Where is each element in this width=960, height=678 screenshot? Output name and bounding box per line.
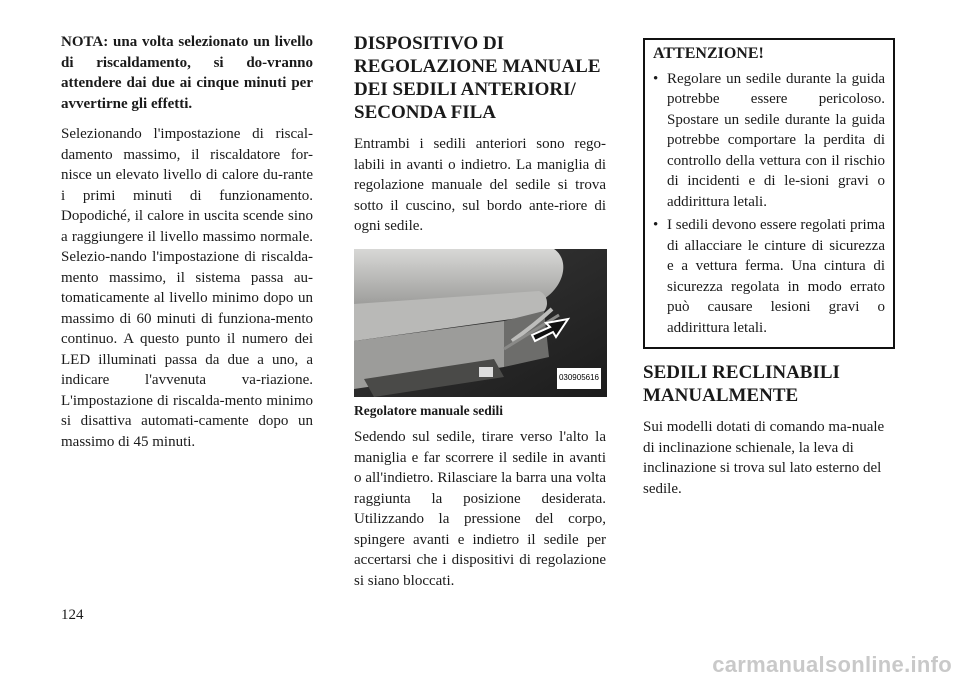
heating-paragraph: Selezionando l'impostazione di riscal-damento massimo, il riscaldatore for-nisce un elevato livello di calore du-rante i primi minuti di funzionamento. Dopodiché, il calore in uscita scende sino a raggiungere il livello massimo normale. Selezio-nando l'impostazione di riscalda-mento massimo, il sistema passa au-tomaticamente al livello minimo dopo un massimo di 60 minuti di funziona-mento continuo. A questo punto il numero dei LED illuminati passa da due a uno, a indicare l'avvenuta va-riazione. L'impostazione di riscalda-mento minimo si disattiva automati-camente dopo un massimo di 45 minuti. xyxy=(61,126,313,450)
warning-item: • Regolare un sedile durante la guida potrebbe essere pericoloso. Spostare un sedile durante la guida potrebbe comportare la perdita di controllo della vettura con il rischio di incidenti e di le-sioni gravi o addirittura letali. xyxy=(653,69,885,213)
heating-note: NOTA: una volta selezionato un livello di riscaldamento, si do-vranno attendere dai due ai cinque minuti per avvertirne gli effetti. xyxy=(61,34,313,112)
left-column xyxy=(61,32,313,452)
seat-adjuster-photo xyxy=(354,249,607,397)
image-code-label: 030905616 xyxy=(557,368,601,389)
page-number: 124 xyxy=(61,607,84,623)
photo-caption: Regolatore manuale sedili xyxy=(354,402,503,418)
warning-list xyxy=(653,69,885,339)
seat-adjuster-intro: Entrambi i sedili anteriori sono rego-labili in avanti o indietro. La maniglia di regolazione manuale del sedile si trova sotto il cuscino, sul bordo ante-riore di ogni sedile. xyxy=(354,136,606,234)
warning-item: • I sedili devono essere regolati prima di allacciare le cinture di sicurezza e a vettura ferma. Una cintura di sicurezza regolata in modo errato può causare lesioni gravi o addirittura letali. xyxy=(653,215,885,338)
warning-box xyxy=(643,38,895,349)
reclining-seats-heading: SEDILI RECLINABILI MANUALMENTE xyxy=(643,362,840,406)
middle-column xyxy=(354,32,606,591)
manual-seat-adjuster-heading: DISPOSITIVO DI REGOLAZIONE MANUALE DEI SEDILI ANTERIORI/ SECONDA FILA xyxy=(354,33,601,123)
reclining-seats-paragraph: Sui modelli dotati di comando ma-nuale di inclinazione schienale, la leva di inclinazione si trova sul lato esterno del sedile. xyxy=(643,419,885,497)
seat-adjuster-instructions: Sedendo sul sedile, tirare verso l'alto la maniglia e far scorrere il sedile in avanti o all'indietro. Rilasciare la barra una volta raggiunta la posizione desiderata. Utilizzando la pressione del corpo, spingere avanti e indietro il sedile per accertarsi che i dispositivi di regolazione si siano bloccati. xyxy=(354,429,606,589)
right-column xyxy=(643,32,895,499)
warning-title: ATTENZIONE! xyxy=(653,45,764,62)
watermark: carmanualsonline.info xyxy=(712,652,952,677)
rail-clip xyxy=(479,367,493,377)
